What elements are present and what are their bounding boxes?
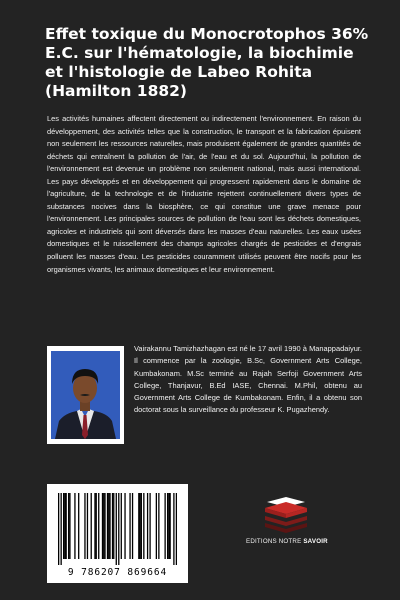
publisher-prefix: EDITIONS NOTRE	[246, 538, 302, 545]
barcode-bar	[121, 493, 122, 559]
barcode-bar	[112, 493, 113, 559]
barcode-bar	[116, 493, 117, 565]
barcode-bar	[158, 493, 159, 559]
barcode-bar	[139, 493, 140, 559]
barcode-bar	[169, 493, 170, 559]
barcode-bar	[66, 493, 67, 559]
book-title: Effet toxique du Monocrotophos 36% E.C. sur l'hématologie, la biochimie et l'histologie de Labeo Rohita (Hamilton 1882)	[45, 25, 369, 100]
barcode-bar	[124, 493, 125, 559]
barcode-bar	[68, 493, 69, 559]
barcode-bar	[103, 493, 104, 559]
barcode-bar	[58, 493, 59, 565]
barcode-bar	[132, 493, 133, 559]
barcode-bar	[149, 493, 150, 559]
author-bio: Vairakannu Tamizhazhagan est né le 17 avril 1990 à Manappadaiyur. Il commence par la zoologie, B.Sc, Government Arts College, Kumbakonam. M.Sc terminé au Rajah Serfoji Government Arts College, Thanjavur, B.Ed IASE, Chennai. M.Phil, obtenu au Government Arts College de Kumbakonam. Enfin, il a obtenu son doctorat sous la surveillance du professeur K. Pugazhendy.	[134, 344, 362, 415]
barcode-bar	[84, 493, 85, 559]
author-photo-frame	[47, 346, 124, 444]
barcode-bar	[141, 493, 142, 559]
barcode-bar	[61, 493, 62, 565]
barcode-bar	[98, 493, 99, 559]
barcode-bar	[138, 493, 139, 559]
publisher-emphasis: SAVOIR	[303, 538, 328, 545]
barcode-bar	[108, 493, 109, 559]
barcode-bar	[104, 493, 105, 559]
publisher-name	[246, 538, 326, 545]
barcode-bar	[129, 493, 130, 559]
barcode-bar	[147, 493, 148, 559]
isbn-barcode-box	[47, 484, 188, 583]
barcode-bar	[63, 493, 64, 559]
barcode-bar	[118, 493, 119, 565]
barcode-bar	[69, 493, 70, 559]
barcode-bar	[91, 493, 92, 559]
barcode-bar	[96, 493, 97, 559]
barcode-bar	[74, 493, 75, 559]
barcode-bar	[87, 493, 88, 559]
barcode-bar	[167, 493, 168, 559]
barcode-bar	[102, 493, 103, 559]
barcode-bar	[173, 493, 174, 565]
barcode-bar	[176, 493, 177, 565]
barcode-bar	[143, 493, 144, 559]
barcode-bar	[107, 493, 108, 559]
barcode-bar	[94, 493, 95, 559]
barcode-bar	[168, 493, 169, 559]
barcode-bar	[109, 493, 110, 559]
isbn-digits: 9 786207 869664	[67, 567, 168, 578]
barcode-bar	[113, 493, 114, 559]
barcode-bar	[64, 493, 65, 559]
barcode-bar	[164, 493, 165, 559]
barcode-bar	[78, 493, 79, 559]
author-photo	[51, 351, 120, 439]
publisher-logo-block	[246, 496, 326, 556]
barcode-bar	[156, 493, 157, 559]
isbn-barcode	[58, 493, 177, 565]
stacked-books-logo	[261, 496, 311, 534]
book-summary: Les activités humaines affectent directement ou indirectement l'environnement. En raison du développement, des activités telles que la construction, le transport et la fabrication épuisent non seulement les ressources naturelles, mais produisent également de grandes quantités de déchets qui entraînent la pollution de l'air, de l'eau et du sol. Aujourd'hui, la pollution de l'environnement est devenue un problème non seulement national, mais aussi international. Les pays développés et en développement qui progressent rapidement dans le domaine de l'agriculture, de la technologie et de l'industrie rejettent continuellement divers types de substances nocives dans la biosphère, ce qui constitue une grave menace pour l'environnement. Les principales sources de pollution de l'eau sont les déchets domestiques, agricoles et industriels qui sont déversés dans les masses d'eau naturelles. Les eaux usées domestiques et le ruissellement des champs agricoles chargés de pesticides et d'engrais polluent les masses d'eau. Les pesticides couramment utilisés peuvent être nocifs pour les organismes vivants, les animaux domestiques et leur environnement.	[47, 114, 361, 274]
